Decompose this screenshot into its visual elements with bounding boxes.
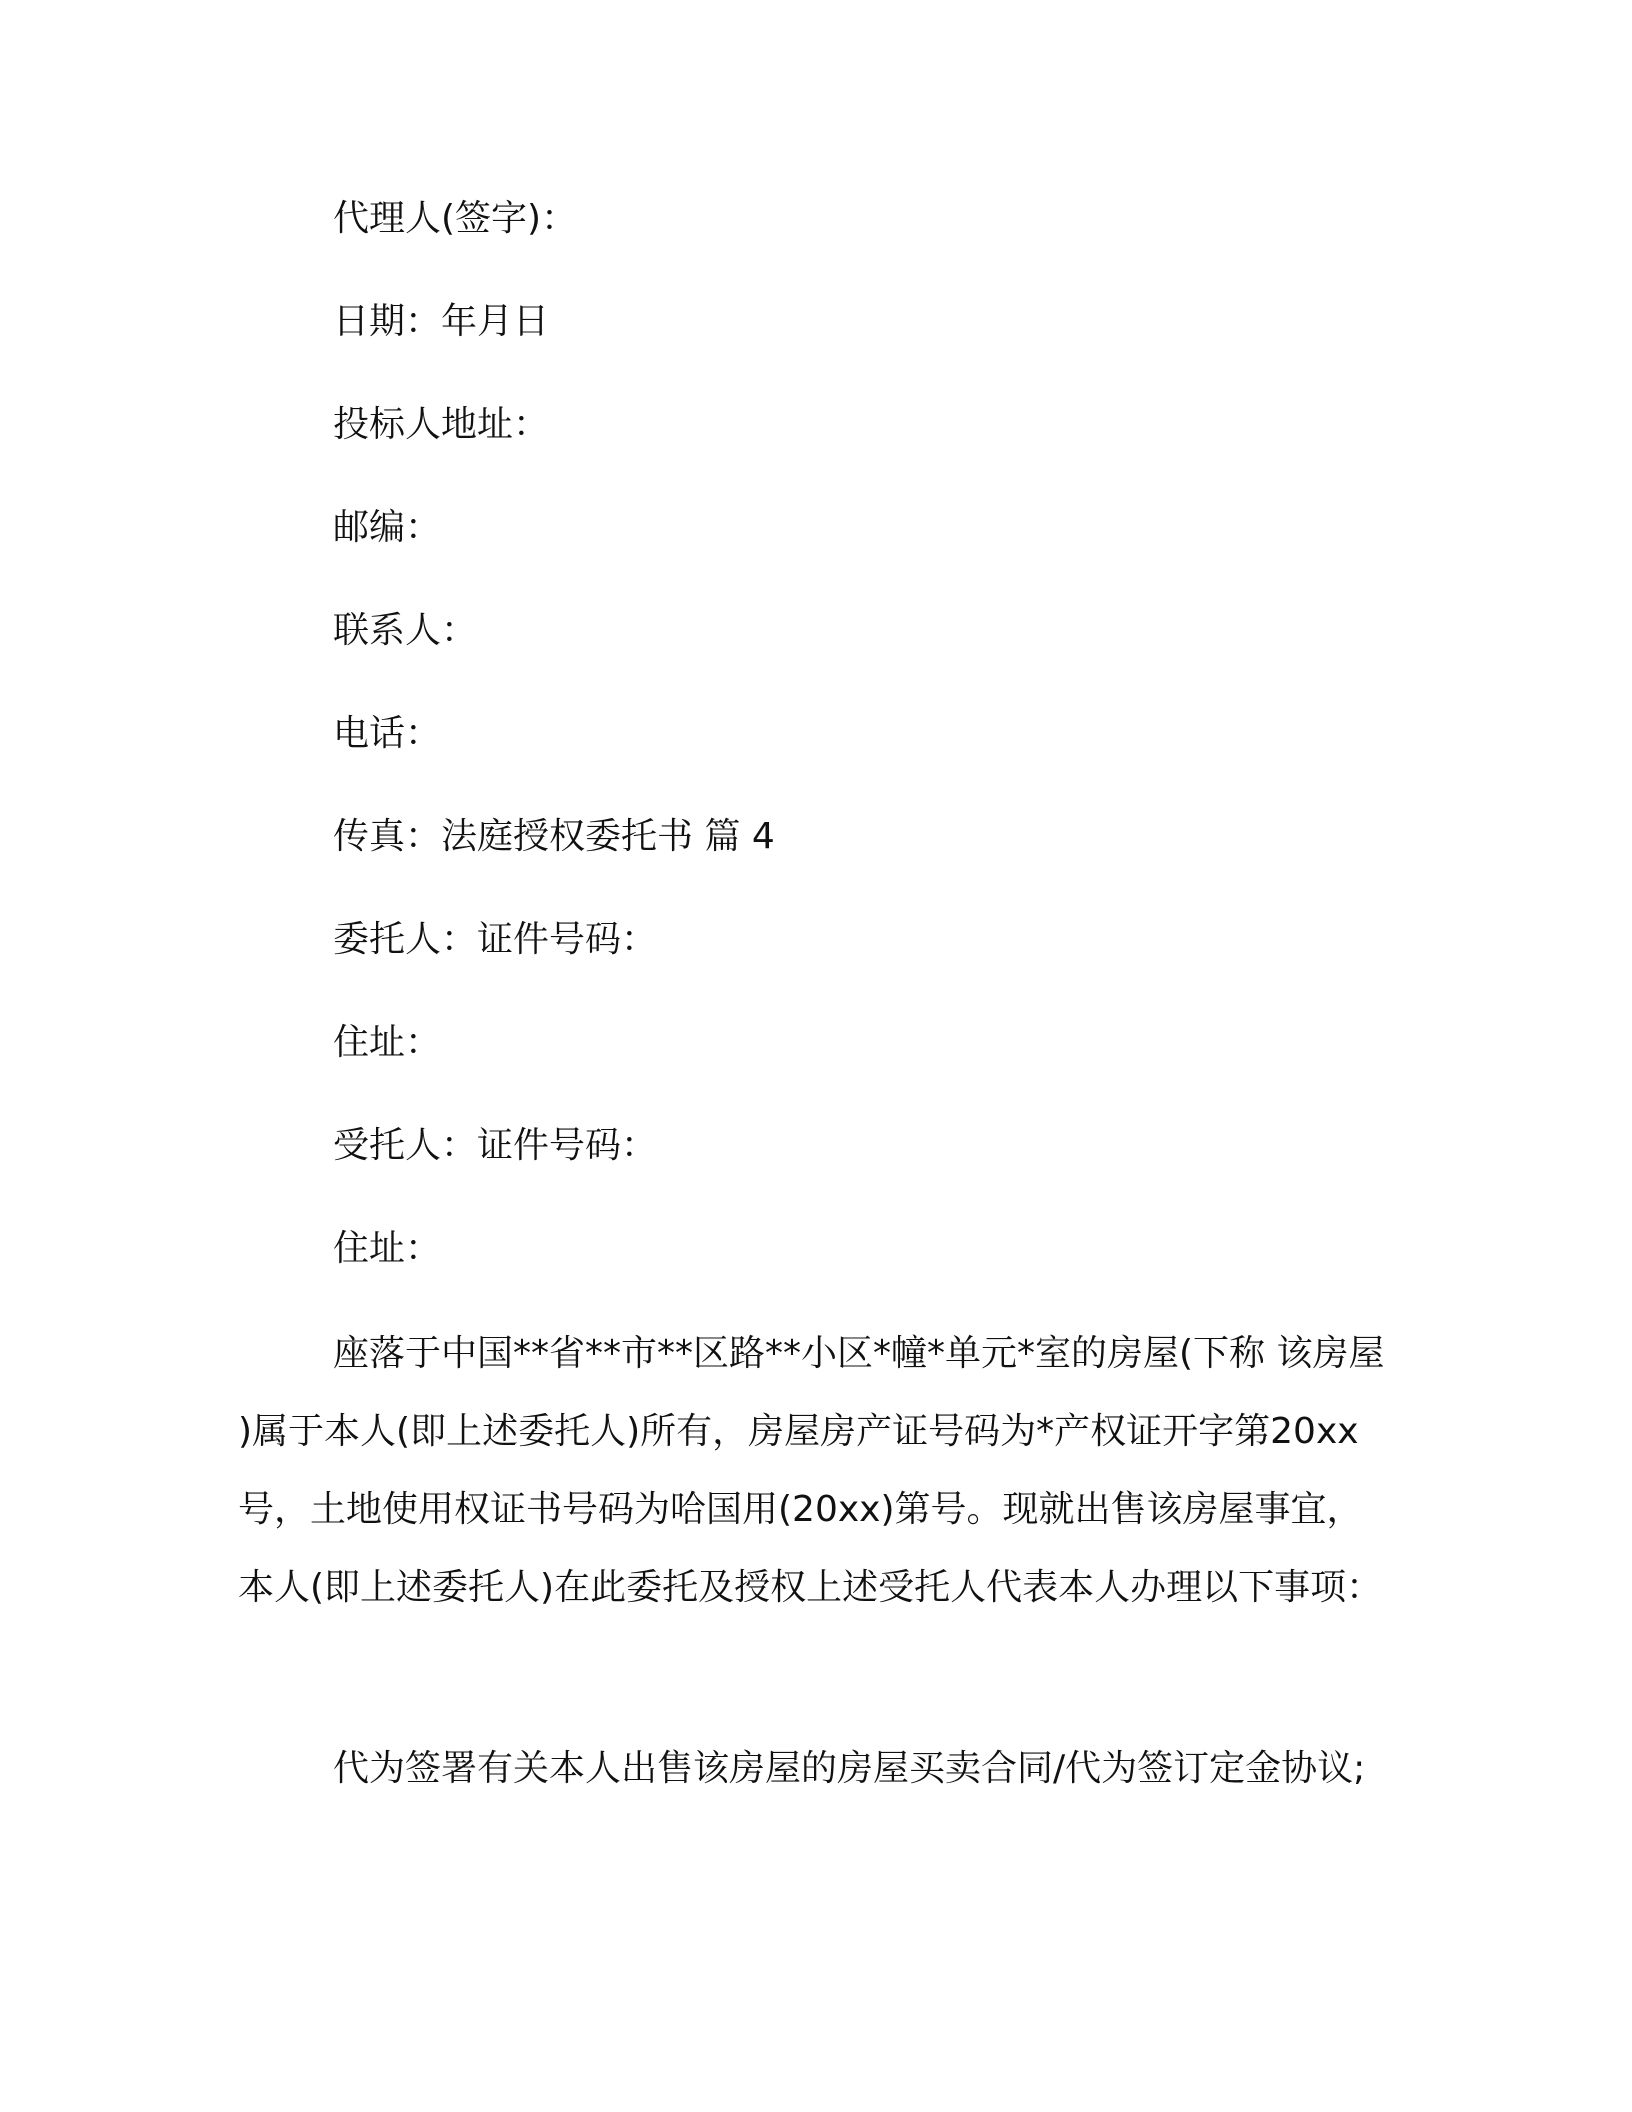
- signing-authority-paragraph: 代为签署有关本人出售该房屋的房屋买卖合同/代为签订定金协议;: [333, 1748, 1366, 1789]
- bidder-address-line: 投标人地址：: [333, 404, 550, 445]
- contact-person-line: 联系人：: [333, 610, 478, 651]
- principal-address-line: 住址：: [333, 1022, 442, 1063]
- postcode-line: 邮编：: [333, 507, 442, 548]
- agent-id-line: 受托人：证件号码：: [333, 1125, 658, 1166]
- fax-and-section-title-line: 传真：法庭授权委托书 篇 4: [333, 816, 775, 857]
- date-line: 日期：年月日: [333, 301, 550, 342]
- property-authorization-paragraph: 座落于中国**省**市**区路**小区*幢*单元*室的房屋(下称 该房屋 )属于本人(即上述委托人)所有，房屋房产证号码为*产权证开字第20xx 号，土地使用权证书号码为哈国用(20xx)第号。现就出售该房屋事宜，本人(即上述委托人)在此委托及授权上述受托人代表本人办理以下事项：: [238, 1333, 1385, 1608]
- agent-address-line: 住址：: [333, 1228, 442, 1269]
- principal-id-line: 委托人：证件号码：: [333, 919, 658, 960]
- phone-line: 电话：: [333, 713, 442, 754]
- agent-signature-line: 代理人(签字)：: [333, 198, 578, 239]
